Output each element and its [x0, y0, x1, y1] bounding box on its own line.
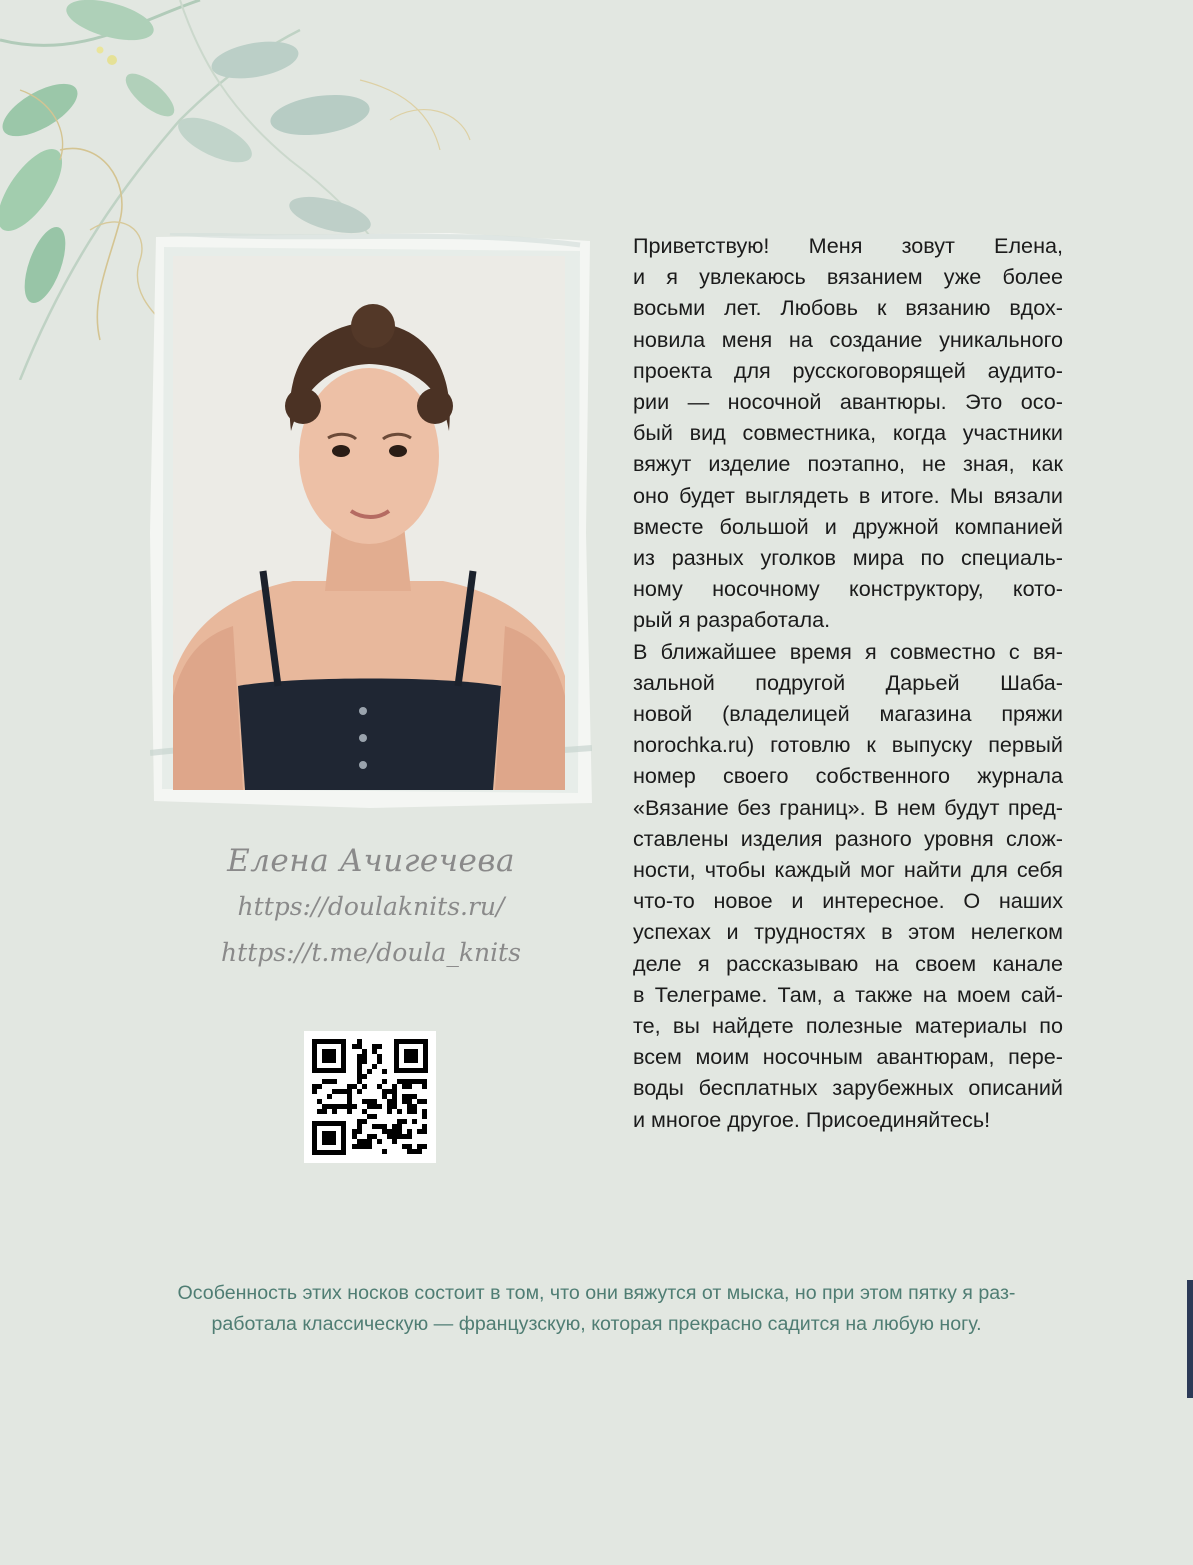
qr-module — [367, 1099, 372, 1104]
qr-module — [332, 1104, 337, 1109]
qr-module — [357, 1074, 362, 1079]
qr-module — [347, 1109, 352, 1114]
qr-module — [362, 1049, 367, 1054]
qr-module — [392, 1104, 397, 1109]
qr-module — [372, 1044, 377, 1049]
qr-module — [402, 1134, 407, 1139]
photo-frame — [150, 233, 592, 808]
qr-module — [397, 1134, 402, 1139]
bio-line: новой (владелицей магазина пряжи — [633, 701, 1063, 727]
qr-module — [417, 1079, 422, 1084]
bio-line: оно будет выглядеть в итоге. Мы вязали — [633, 482, 1063, 508]
qr-module — [417, 1129, 422, 1134]
qr-module — [327, 1094, 332, 1099]
bio-line: вместе большой и дружной компанией — [633, 513, 1063, 539]
qr-module — [412, 1104, 417, 1109]
footnote-line: работала классическую — французскую, которая прекрасно садится на любую ногу. — [211, 1313, 982, 1335]
bio-line: номер своего собственного журнала — [633, 763, 1063, 789]
bio-line: ному носочному конструктору, кото- — [633, 576, 1063, 602]
bio-line: всем моим носочным авантюрам, пере- — [633, 1044, 1063, 1070]
qr-module — [382, 1079, 387, 1084]
qr-module — [407, 1144, 412, 1149]
qr-module — [357, 1069, 362, 1074]
qr-module — [352, 1134, 357, 1139]
qr-module — [392, 1124, 397, 1129]
qr-module — [362, 1054, 367, 1059]
qr-module — [422, 1124, 427, 1129]
qr-module — [407, 1149, 412, 1154]
qr-module — [332, 1079, 337, 1084]
qr-module — [402, 1079, 407, 1084]
qr-code-icon[interactable] — [304, 1031, 436, 1163]
qr-module — [382, 1149, 387, 1154]
bio-line: проекта для русскоговорящей аудито- — [633, 357, 1063, 383]
qr-module — [387, 1134, 392, 1139]
qr-module — [382, 1129, 387, 1134]
bio-line: воды бесплатных зарубежных описаний — [633, 1075, 1063, 1101]
bio-line: В ближайшее время я совместно с вя- — [633, 638, 1063, 664]
qr-module — [332, 1109, 337, 1114]
qr-module — [417, 1144, 422, 1149]
bio-line: те, вы найдете полезные материалы по — [633, 1013, 1063, 1039]
qr-module — [322, 1109, 327, 1114]
qr-module — [377, 1124, 382, 1129]
qr-module — [397, 1119, 402, 1124]
bio-text — [633, 230, 1063, 1135]
qr-module — [377, 1104, 382, 1109]
qr-module — [402, 1144, 407, 1149]
qr-module — [312, 1084, 317, 1089]
qr-module — [357, 1139, 362, 1144]
qr-module — [317, 1084, 322, 1089]
qr-module — [367, 1069, 372, 1074]
qr-module — [422, 1109, 427, 1114]
qr-module — [317, 1099, 322, 1104]
qr-module — [417, 1099, 422, 1104]
qr-module — [422, 1084, 427, 1089]
qr-module — [407, 1084, 412, 1089]
qr-module — [387, 1099, 392, 1104]
bio-line: из разных уголков мира по специаль- — [633, 545, 1063, 571]
qr-module — [362, 1099, 367, 1104]
edge-tab — [1187, 1280, 1193, 1398]
bio-line: успехах и трудностях в этом нелегком — [633, 919, 1063, 945]
qr-module — [332, 1089, 337, 1094]
bio-line: зальной подругой Дарьей Шаба- — [633, 669, 1063, 695]
portrait-photo — [173, 256, 565, 790]
qr-module — [412, 1109, 417, 1114]
qr-module — [367, 1139, 372, 1144]
footnote-line: Особенность этих носков состоит в том, что они вяжутся от мыска, но при этом пятку я раз- — [177, 1282, 1016, 1304]
qr-module — [362, 1109, 367, 1114]
qr-module — [362, 1059, 367, 1064]
qr-module — [347, 1104, 352, 1109]
bio-line: ности, чтобы каждый мог найти для себя — [633, 857, 1063, 883]
qr-module — [372, 1064, 377, 1069]
qr-module — [382, 1094, 387, 1099]
author-site-link[interactable]: https://doulaknits.ru/ — [237, 892, 505, 921]
qr-module — [342, 1104, 347, 1109]
qr-module — [392, 1134, 397, 1139]
qr-module — [377, 1044, 382, 1049]
qr-module — [382, 1069, 387, 1074]
bio-line: norochka.ru) готовлю к выпуску первый — [633, 732, 1063, 758]
qr-module — [377, 1054, 382, 1059]
qr-module — [372, 1114, 377, 1119]
qr-module — [352, 1104, 357, 1109]
qr-module — [397, 1079, 402, 1084]
qr-module — [372, 1124, 377, 1129]
qr-module — [397, 1124, 402, 1129]
author-name: Елена Ачигечева — [227, 843, 515, 879]
qr-module — [377, 1059, 382, 1064]
qr-module — [357, 1089, 362, 1094]
qr-module — [382, 1124, 387, 1129]
bio-line: новила меня на создание уникального — [633, 326, 1063, 352]
qr-module — [352, 1144, 357, 1149]
qr-module — [397, 1129, 402, 1134]
qr-module — [362, 1144, 367, 1149]
qr-module — [347, 1094, 352, 1099]
qr-module — [417, 1149, 422, 1154]
qr-module — [337, 1104, 342, 1109]
bio-line: деле я рассказываю на своем канале — [633, 950, 1063, 976]
qr-module — [367, 1144, 372, 1149]
qr-module — [377, 1139, 382, 1144]
bio-line: вяжут изделие поэтапно, не зная, как — [633, 451, 1063, 477]
qr-module — [357, 1079, 362, 1084]
qr-module — [407, 1099, 412, 1104]
qr-module — [387, 1089, 392, 1094]
bio-line: «Вязание без границ». В нем будут пред- — [633, 794, 1063, 820]
bio-line: что-то новое и интересное. О наших — [633, 888, 1063, 914]
qr-module — [422, 1079, 427, 1084]
qr-module — [317, 1109, 322, 1114]
qr-module — [387, 1109, 392, 1114]
bio-line: рии — носочной авантюры. Это осо- — [633, 389, 1063, 415]
qr-module — [357, 1064, 362, 1069]
qr-module — [322, 1104, 327, 1109]
qr-module — [387, 1104, 392, 1109]
qr-module — [352, 1129, 357, 1134]
qr-module — [407, 1079, 412, 1084]
qr-module — [392, 1089, 397, 1094]
qr-module — [392, 1099, 397, 1104]
qr-module — [407, 1094, 412, 1099]
qr-code-graphic — [304, 1031, 436, 1163]
qr-module — [357, 1059, 362, 1064]
qr-module — [397, 1109, 402, 1114]
footnote-text — [150, 1278, 1043, 1340]
qr-module — [347, 1089, 352, 1094]
qr-module — [357, 1044, 362, 1049]
qr-module — [362, 1119, 367, 1124]
bio-line: в Телеграме. Там, а также на моем сай- — [633, 981, 1063, 1007]
qr-module — [352, 1084, 357, 1089]
bio-line: Приветствую! Меня зовут Елена, — [633, 233, 1063, 258]
qr-module — [357, 1124, 362, 1129]
qr-module — [342, 1089, 347, 1094]
qr-module — [362, 1139, 367, 1144]
qr-module — [387, 1129, 392, 1134]
qr-module — [312, 1089, 317, 1094]
qr-module — [327, 1079, 332, 1084]
qr-module — [422, 1144, 427, 1149]
bio-line: ставлены изделия разного уровня слож- — [633, 825, 1063, 851]
qr-module — [392, 1129, 397, 1134]
qr-module — [357, 1039, 362, 1044]
qr-module — [422, 1129, 427, 1134]
bio-line: рый я разработала. — [633, 607, 831, 633]
bio-line: бый вид совместника, когда участники — [633, 420, 1063, 446]
qr-module — [382, 1089, 387, 1094]
qr-module — [407, 1134, 412, 1139]
qr-module — [362, 1084, 367, 1089]
qr-module — [357, 1054, 362, 1059]
qr-module — [407, 1109, 412, 1114]
qr-module — [367, 1104, 372, 1109]
qr-module — [362, 1074, 367, 1079]
qr-module — [367, 1134, 372, 1139]
qr-module — [422, 1114, 427, 1119]
qr-module — [327, 1104, 332, 1109]
qr-module — [407, 1104, 412, 1109]
qr-module — [367, 1114, 372, 1119]
author-telegram-link[interactable]: https://t.me/doula_knits — [221, 938, 521, 967]
qr-module — [402, 1099, 407, 1104]
qr-module — [402, 1119, 407, 1124]
qr-module — [357, 1119, 362, 1124]
qr-module — [372, 1104, 377, 1109]
bio-line: восьми лет. Любовь к вязанию вдох- — [633, 295, 1063, 321]
qr-module — [412, 1079, 417, 1084]
qr-module — [372, 1134, 377, 1139]
qr-module — [392, 1094, 397, 1099]
qr-module — [402, 1084, 407, 1089]
qr-module — [392, 1084, 397, 1089]
bio-line: и я увлекаюсь вязанием уже более — [633, 264, 1063, 290]
qr-module — [372, 1049, 377, 1054]
bio-line: и многое другое. Присоединяйтесь! — [633, 1106, 991, 1132]
qr-module — [322, 1079, 327, 1084]
author-block — [200, 838, 542, 976]
qr-module — [337, 1089, 342, 1094]
qr-module — [347, 1099, 352, 1104]
qr-module — [412, 1094, 417, 1099]
qr-module — [377, 1084, 382, 1089]
qr-module — [412, 1149, 417, 1154]
qr-module — [422, 1099, 427, 1104]
qr-module — [402, 1094, 407, 1099]
qr-module — [347, 1084, 352, 1089]
qr-module — [412, 1119, 417, 1124]
qr-module — [357, 1129, 362, 1134]
qr-module — [392, 1139, 397, 1144]
qr-module — [372, 1099, 377, 1104]
qr-module — [352, 1044, 357, 1049]
qr-module — [357, 1144, 362, 1149]
qr-module — [407, 1129, 412, 1134]
